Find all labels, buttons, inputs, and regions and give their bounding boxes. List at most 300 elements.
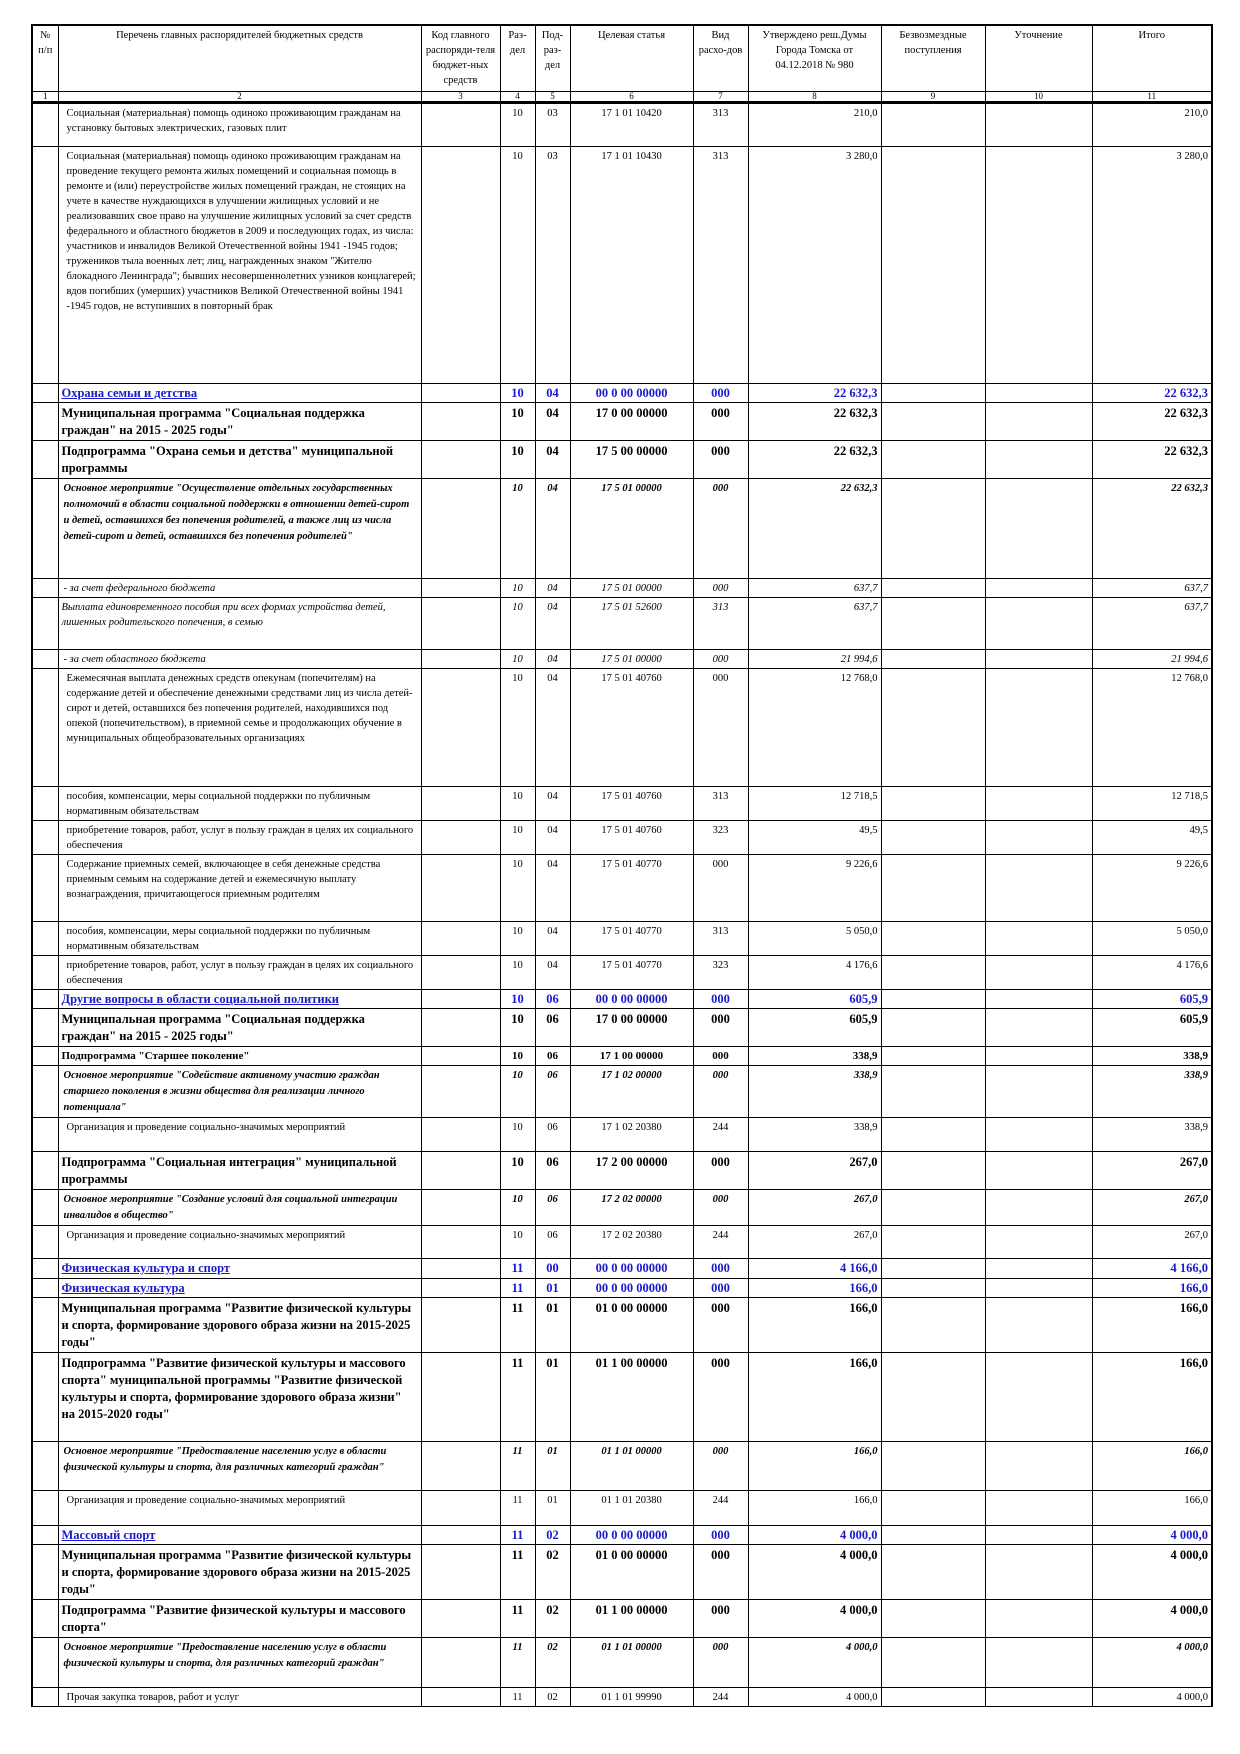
row-num-cell bbox=[32, 1152, 58, 1190]
row-num-cell bbox=[32, 1442, 58, 1491]
row-name-cell: Охрана семьи и детства bbox=[58, 384, 421, 403]
row-name-cell: Подпрограмма "Социальная интеграция" муниципальной программы bbox=[58, 1152, 421, 1190]
row-grants-cell bbox=[881, 1526, 985, 1545]
row-razdel-cell: 10 bbox=[500, 787, 535, 821]
row-vid-cell: 313 bbox=[693, 598, 748, 650]
row-podrazdel-cell: 04 bbox=[535, 821, 570, 855]
row-code-cell bbox=[421, 103, 500, 147]
row-article-cell: 17 2 00 00000 bbox=[570, 1152, 693, 1190]
header-name: Перечень главных распорядителей бюджетных средств bbox=[58, 25, 421, 92]
row-podrazdel-cell: 04 bbox=[535, 669, 570, 787]
row-approved-cell: 210,0 bbox=[748, 103, 881, 147]
row-podrazdel-cell: 04 bbox=[535, 479, 570, 579]
row-grants-cell bbox=[881, 1491, 985, 1526]
table-row bbox=[32, 650, 1212, 669]
column-number: 9 bbox=[881, 92, 985, 103]
row-num-cell bbox=[32, 1279, 58, 1298]
row-podrazdel-cell: 02 bbox=[535, 1526, 570, 1545]
row-grants-cell bbox=[881, 403, 985, 441]
row-razdel-cell: 10 bbox=[500, 1226, 535, 1259]
row-total-cell: 21 994,6 bbox=[1092, 650, 1212, 669]
row-total-cell: 637,7 bbox=[1092, 579, 1212, 598]
row-name-cell: Подпрограмма "Развитие физической культуры и массового спорта" bbox=[58, 1600, 421, 1638]
row-total-cell: 4 166,0 bbox=[1092, 1259, 1212, 1279]
row-razdel-cell: 10 bbox=[500, 821, 535, 855]
row-name-cell: Муниципальная программа "Развитие физической культуры и спорта, формирование здорового образа жизни на 2015-2025 годы" bbox=[58, 1545, 421, 1600]
row-podrazdel-cell: 04 bbox=[535, 579, 570, 598]
row-total-cell: 166,0 bbox=[1092, 1491, 1212, 1526]
row-approved-cell: 338,9 bbox=[748, 1047, 881, 1066]
row-podrazdel-cell: 02 bbox=[535, 1688, 570, 1707]
row-total-cell: 9 226,6 bbox=[1092, 855, 1212, 922]
row-adjustment-cell bbox=[985, 1353, 1092, 1442]
row-article-cell: 17 2 02 20380 bbox=[570, 1226, 693, 1259]
row-grants-cell bbox=[881, 1600, 985, 1638]
row-razdel-cell: 10 bbox=[500, 650, 535, 669]
row-article-cell: 01 1 00 00000 bbox=[570, 1600, 693, 1638]
header-grants: Безвозмездные поступления bbox=[881, 25, 985, 92]
row-adjustment-cell bbox=[985, 922, 1092, 956]
row-vid-cell: 313 bbox=[693, 922, 748, 956]
row-total-cell: 338,9 bbox=[1092, 1066, 1212, 1118]
row-razdel-cell: 10 bbox=[500, 103, 535, 147]
row-article-cell: 00 0 00 00000 bbox=[570, 990, 693, 1009]
row-code-cell bbox=[421, 1047, 500, 1066]
row-podrazdel-cell: 02 bbox=[535, 1545, 570, 1600]
row-vid-cell: 000 bbox=[693, 1190, 748, 1226]
row-total-cell: 637,7 bbox=[1092, 598, 1212, 650]
row-num-cell bbox=[32, 1638, 58, 1688]
row-code-cell bbox=[421, 1279, 500, 1298]
row-grants-cell bbox=[881, 1190, 985, 1226]
table-row bbox=[32, 1009, 1212, 1047]
row-name-cell: Прочая закупка товаров, работ и услуг bbox=[58, 1688, 421, 1707]
row-article-cell: 00 0 00 00000 bbox=[570, 1279, 693, 1298]
row-total-cell: 605,9 bbox=[1092, 990, 1212, 1009]
row-total-cell: 4 000,0 bbox=[1092, 1545, 1212, 1600]
row-code-cell bbox=[421, 1118, 500, 1152]
row-podrazdel-cell: 06 bbox=[535, 990, 570, 1009]
row-total-cell: 12 718,5 bbox=[1092, 787, 1212, 821]
row-name-cell: Массовый спорт bbox=[58, 1526, 421, 1545]
row-podrazdel-cell: 04 bbox=[535, 787, 570, 821]
row-approved-cell: 5 050,0 bbox=[748, 922, 881, 956]
row-grants-cell bbox=[881, 650, 985, 669]
row-vid-cell: 000 bbox=[693, 1259, 748, 1279]
row-total-cell: 166,0 bbox=[1092, 1353, 1212, 1442]
row-code-cell bbox=[421, 147, 500, 384]
row-grants-cell bbox=[881, 384, 985, 403]
row-article-cell: 17 5 01 40760 bbox=[570, 821, 693, 855]
row-podrazdel-cell: 02 bbox=[535, 1600, 570, 1638]
row-name-cell: Муниципальная программа "Социальная поддержка граждан" на 2015 - 2025 годы" bbox=[58, 1009, 421, 1047]
row-code-cell bbox=[421, 855, 500, 922]
row-grants-cell bbox=[881, 1353, 985, 1442]
row-approved-cell: 4 166,0 bbox=[748, 1259, 881, 1279]
row-razdel-cell: 10 bbox=[500, 669, 535, 787]
row-razdel-cell: 11 bbox=[500, 1279, 535, 1298]
column-number: 3 bbox=[421, 92, 500, 103]
row-article-cell: 17 5 01 40770 bbox=[570, 956, 693, 990]
row-podrazdel-cell: 03 bbox=[535, 103, 570, 147]
row-razdel-cell: 11 bbox=[500, 1442, 535, 1491]
row-code-cell bbox=[421, 669, 500, 787]
row-grants-cell bbox=[881, 441, 985, 479]
row-article-cell: 17 1 02 20380 bbox=[570, 1118, 693, 1152]
row-code-cell bbox=[421, 1545, 500, 1600]
table-row bbox=[32, 103, 1212, 147]
row-name-cell: Основное мероприятие "Создание условий для социальной интеграции инвалидов в общество" bbox=[58, 1190, 421, 1226]
row-razdel-cell: 10 bbox=[500, 922, 535, 956]
row-num-cell bbox=[32, 103, 58, 147]
table-row bbox=[32, 1279, 1212, 1298]
row-grants-cell bbox=[881, 1066, 985, 1118]
row-code-cell bbox=[421, 441, 500, 479]
column-number: 1 bbox=[32, 92, 58, 103]
row-adjustment-cell bbox=[985, 1226, 1092, 1259]
row-razdel-cell: 10 bbox=[500, 579, 535, 598]
row-article-cell: 17 1 01 10430 bbox=[570, 147, 693, 384]
row-razdel-cell: 11 bbox=[500, 1298, 535, 1353]
row-num-cell bbox=[32, 479, 58, 579]
row-approved-cell: 22 632,3 bbox=[748, 403, 881, 441]
row-podrazdel-cell: 01 bbox=[535, 1279, 570, 1298]
row-total-cell: 605,9 bbox=[1092, 1009, 1212, 1047]
table-row bbox=[32, 441, 1212, 479]
row-code-cell bbox=[421, 1226, 500, 1259]
row-adjustment-cell bbox=[985, 579, 1092, 598]
row-razdel-cell: 10 bbox=[500, 1047, 535, 1066]
row-grants-cell bbox=[881, 1259, 985, 1279]
row-podrazdel-cell: 04 bbox=[535, 855, 570, 922]
row-adjustment-cell bbox=[985, 1190, 1092, 1226]
row-name-cell: Социальная (материальная) помощь одиноко проживающим гражданам на проведение текущего ремонта жилых помещений и социальная помощь в ремонте и (или) переустройстве жилых помещений граждан, не стоящих на учете в качестве нуждающихся в улучшении жилищных условий и не реализовавших свое право на улучшение жилищных условий за счет средств федерального и областного бюджетов в 2009 и последующих годах, из числа: участников и инвалидов Великой Отечественной войны 1941 -1945 годов; тружеников тыла военных лет; лиц, награжденных знаком "Жителю блокадного Ленинграда"; бывших несовершеннолетних узников концлагерей; вдов погибших (умерших) участников Великой Отечественной войны 1941 -1945 годов, не вступивших в повторный брак bbox=[58, 147, 421, 384]
row-code-cell bbox=[421, 403, 500, 441]
row-approved-cell: 166,0 bbox=[748, 1442, 881, 1491]
row-name-cell: Основное мероприятие "Предоставление населению услуг в области физической культуры и спорта, для различных категорий граждан" bbox=[58, 1638, 421, 1688]
row-podrazdel-cell: 06 bbox=[535, 1047, 570, 1066]
row-adjustment-cell bbox=[985, 147, 1092, 384]
row-razdel-cell: 11 bbox=[500, 1638, 535, 1688]
row-total-cell: 338,9 bbox=[1092, 1118, 1212, 1152]
row-name-cell: Муниципальная программа "Развитие физической культуры и спорта, формирование здорового образа жизни на 2015-2025 годы" bbox=[58, 1298, 421, 1353]
row-name-cell: Организация и проведение социально-значимых мероприятий bbox=[58, 1226, 421, 1259]
row-razdel-cell: 10 bbox=[500, 479, 535, 579]
table-row bbox=[32, 1259, 1212, 1279]
row-approved-cell: 605,9 bbox=[748, 1009, 881, 1047]
row-adjustment-cell bbox=[985, 855, 1092, 922]
row-adjustment-cell bbox=[985, 1298, 1092, 1353]
row-vid-cell: 000 bbox=[693, 1353, 748, 1442]
row-adjustment-cell bbox=[985, 598, 1092, 650]
row-razdel-cell: 10 bbox=[500, 441, 535, 479]
row-code-cell bbox=[421, 1190, 500, 1226]
row-code-cell bbox=[421, 1491, 500, 1526]
table-row bbox=[32, 598, 1212, 650]
row-adjustment-cell bbox=[985, 384, 1092, 403]
row-vid-cell: 244 bbox=[693, 1118, 748, 1152]
row-adjustment-cell bbox=[985, 1526, 1092, 1545]
row-total-cell: 166,0 bbox=[1092, 1298, 1212, 1353]
row-article-cell: 17 5 00 00000 bbox=[570, 441, 693, 479]
row-podrazdel-cell: 04 bbox=[535, 384, 570, 403]
row-grants-cell bbox=[881, 821, 985, 855]
row-vid-cell: 000 bbox=[693, 1047, 748, 1066]
row-article-cell: 01 0 00 00000 bbox=[570, 1298, 693, 1353]
row-vid-cell: 000 bbox=[693, 1066, 748, 1118]
row-vid-cell: 000 bbox=[693, 669, 748, 787]
row-total-cell: 4 000,0 bbox=[1092, 1600, 1212, 1638]
row-approved-cell: 4 000,0 bbox=[748, 1600, 881, 1638]
row-adjustment-cell bbox=[985, 103, 1092, 147]
row-adjustment-cell bbox=[985, 1152, 1092, 1190]
row-total-cell: 5 050,0 bbox=[1092, 922, 1212, 956]
budget-table bbox=[31, 24, 1213, 1707]
row-article-cell: 00 0 00 00000 bbox=[570, 1259, 693, 1279]
row-approved-cell: 12 768,0 bbox=[748, 669, 881, 787]
table-row bbox=[32, 1190, 1212, 1226]
table-row bbox=[32, 1298, 1212, 1353]
row-adjustment-cell bbox=[985, 821, 1092, 855]
table-row bbox=[32, 1353, 1212, 1442]
row-adjustment-cell bbox=[985, 787, 1092, 821]
row-code-cell bbox=[421, 922, 500, 956]
row-article-cell: 17 5 01 40770 bbox=[570, 922, 693, 956]
row-name-cell: Основное мероприятие "Осуществление отдельных государственных полномочий в области социальной поддержки в отношении детей-сирот и детей, оставшихся без попечения родителей, а также лиц из числа детей-сирот и детей, оставшихся без попечения родителей" bbox=[58, 479, 421, 579]
row-razdel-cell: 10 bbox=[500, 403, 535, 441]
table-row bbox=[32, 1442, 1212, 1491]
row-num-cell bbox=[32, 1226, 58, 1259]
row-code-cell bbox=[421, 821, 500, 855]
row-approved-cell: 3 280,0 bbox=[748, 147, 881, 384]
row-razdel-cell: 10 bbox=[500, 855, 535, 922]
row-name-cell: приобретение товаров, работ, услуг в пользу граждан в целях их социального обеспечения bbox=[58, 956, 421, 990]
row-razdel-cell: 11 bbox=[500, 1491, 535, 1526]
row-approved-cell: 21 994,6 bbox=[748, 650, 881, 669]
row-adjustment-cell bbox=[985, 1066, 1092, 1118]
row-code-cell bbox=[421, 787, 500, 821]
header-podrazdel: Под-раз-дел bbox=[535, 25, 570, 92]
row-grants-cell bbox=[881, 855, 985, 922]
header-vid: Вид расхо-дов bbox=[693, 25, 748, 92]
table-row bbox=[32, 384, 1212, 403]
header-approved: Утверждено реш.Думы Города Томска от 04.12.2018 № 980 bbox=[748, 25, 881, 92]
row-code-cell bbox=[421, 1638, 500, 1688]
row-num-cell bbox=[32, 384, 58, 403]
row-name-cell: Подпрограмма "Старшее поколение" bbox=[58, 1047, 421, 1066]
table-row bbox=[32, 403, 1212, 441]
row-adjustment-cell bbox=[985, 990, 1092, 1009]
row-article-cell: 17 1 01 10420 bbox=[570, 103, 693, 147]
table-row bbox=[32, 787, 1212, 821]
row-approved-cell: 637,7 bbox=[748, 579, 881, 598]
row-total-cell: 267,0 bbox=[1092, 1152, 1212, 1190]
row-razdel-cell: 11 bbox=[500, 1353, 535, 1442]
row-approved-cell: 166,0 bbox=[748, 1298, 881, 1353]
row-adjustment-cell bbox=[985, 441, 1092, 479]
row-podrazdel-cell: 01 bbox=[535, 1353, 570, 1442]
row-vid-cell: 000 bbox=[693, 650, 748, 669]
row-adjustment-cell bbox=[985, 479, 1092, 579]
row-grants-cell bbox=[881, 1047, 985, 1066]
row-razdel-cell: 10 bbox=[500, 147, 535, 384]
table-row bbox=[32, 956, 1212, 990]
table-row bbox=[32, 990, 1212, 1009]
row-code-cell bbox=[421, 384, 500, 403]
row-name-cell: Физическая культура bbox=[58, 1279, 421, 1298]
row-num-cell bbox=[32, 1526, 58, 1545]
row-total-cell: 166,0 bbox=[1092, 1442, 1212, 1491]
row-name-cell: пособия, компенсации, меры социальной поддержки по публичным нормативным обязательствам bbox=[58, 787, 421, 821]
row-total-cell: 4 176,6 bbox=[1092, 956, 1212, 990]
row-name-cell: Ежемесячная выплата денежных средств опекунам (попечителям) на содержание детей и обеспечение денежными средствами лиц из числа детей-сирот и детей, оставшихся без попечения родителей, находившихся под опекой (попечительством), в приемной семье и продолжающих обучение в муниципальных общеобразовательных организациях bbox=[58, 669, 421, 787]
row-num-cell bbox=[32, 650, 58, 669]
row-num-cell bbox=[32, 403, 58, 441]
row-podrazdel-cell: 02 bbox=[535, 1638, 570, 1688]
row-razdel-cell: 10 bbox=[500, 1152, 535, 1190]
row-num-cell bbox=[32, 147, 58, 384]
table-row bbox=[32, 479, 1212, 579]
row-code-cell bbox=[421, 1353, 500, 1442]
row-code-cell bbox=[421, 1442, 500, 1491]
row-razdel-cell: 11 bbox=[500, 1259, 535, 1279]
row-podrazdel-cell: 04 bbox=[535, 598, 570, 650]
row-approved-cell: 4 000,0 bbox=[748, 1688, 881, 1707]
row-vid-cell: 313 bbox=[693, 787, 748, 821]
row-podrazdel-cell: 06 bbox=[535, 1190, 570, 1226]
row-num-cell bbox=[32, 1298, 58, 1353]
row-code-cell bbox=[421, 1152, 500, 1190]
row-razdel-cell: 10 bbox=[500, 384, 535, 403]
row-razdel-cell: 10 bbox=[500, 598, 535, 650]
row-vid-cell: 000 bbox=[693, 384, 748, 403]
row-article-cell: 00 0 00 00000 bbox=[570, 384, 693, 403]
row-adjustment-cell bbox=[985, 1638, 1092, 1688]
row-num-cell bbox=[32, 1047, 58, 1066]
table-row bbox=[32, 855, 1212, 922]
row-approved-cell: 166,0 bbox=[748, 1279, 881, 1298]
row-name-cell: Организация и проведение социально-значимых мероприятий bbox=[58, 1118, 421, 1152]
row-podrazdel-cell: 04 bbox=[535, 956, 570, 990]
row-total-cell: 4 000,0 bbox=[1092, 1526, 1212, 1545]
row-vid-cell: 000 bbox=[693, 1526, 748, 1545]
row-article-cell: 01 1 01 99990 bbox=[570, 1688, 693, 1707]
table-row bbox=[32, 1226, 1212, 1259]
row-code-cell bbox=[421, 579, 500, 598]
row-approved-cell: 267,0 bbox=[748, 1152, 881, 1190]
row-code-cell bbox=[421, 1009, 500, 1047]
row-vid-cell: 000 bbox=[693, 1298, 748, 1353]
row-num-cell bbox=[32, 1545, 58, 1600]
row-num-cell bbox=[32, 855, 58, 922]
row-grants-cell bbox=[881, 1118, 985, 1152]
table-row bbox=[32, 1526, 1212, 1545]
row-approved-cell: 338,9 bbox=[748, 1066, 881, 1118]
row-podrazdel-cell: 04 bbox=[535, 441, 570, 479]
row-num-cell bbox=[32, 787, 58, 821]
row-name-cell: Основное мероприятие "Содействие активному участию граждан старшего поколения в жизни общества для реализации личного потенциала" bbox=[58, 1066, 421, 1118]
row-article-cell: 01 1 01 20380 bbox=[570, 1491, 693, 1526]
row-total-cell: 22 632,3 bbox=[1092, 384, 1212, 403]
row-article-cell: 17 5 01 40760 bbox=[570, 669, 693, 787]
row-vid-cell: 000 bbox=[693, 1600, 748, 1638]
table-row bbox=[32, 1152, 1212, 1190]
row-adjustment-cell bbox=[985, 669, 1092, 787]
row-name-cell: - за счет федерального бюджета bbox=[58, 579, 421, 598]
row-podrazdel-cell: 04 bbox=[535, 922, 570, 956]
row-approved-cell: 12 718,5 bbox=[748, 787, 881, 821]
row-num-cell bbox=[32, 922, 58, 956]
row-num-cell bbox=[32, 821, 58, 855]
header-code: Код главного распоряди-теля бюджет-ных средств bbox=[421, 25, 500, 92]
row-article-cell: 17 0 00 00000 bbox=[570, 403, 693, 441]
header-total: Итого bbox=[1092, 25, 1212, 92]
row-grants-cell bbox=[881, 103, 985, 147]
row-name-cell: Физическая культура и спорт bbox=[58, 1259, 421, 1279]
table-row bbox=[32, 1638, 1212, 1688]
row-vid-cell: 000 bbox=[693, 1638, 748, 1688]
row-adjustment-cell bbox=[985, 650, 1092, 669]
row-grants-cell bbox=[881, 1688, 985, 1707]
row-razdel-cell: 11 bbox=[500, 1600, 535, 1638]
row-name-cell: Другие вопросы в области социальной политики bbox=[58, 990, 421, 1009]
row-approved-cell: 166,0 bbox=[748, 1491, 881, 1526]
row-grants-cell bbox=[881, 956, 985, 990]
header-razdel: Раз-дел bbox=[500, 25, 535, 92]
row-razdel-cell: 11 bbox=[500, 1688, 535, 1707]
row-podrazdel-cell: 06 bbox=[535, 1066, 570, 1118]
column-number: 2 bbox=[58, 92, 421, 103]
row-adjustment-cell bbox=[985, 956, 1092, 990]
table-row bbox=[32, 1066, 1212, 1118]
row-code-cell bbox=[421, 1298, 500, 1353]
row-num-cell bbox=[32, 1190, 58, 1226]
row-num-cell bbox=[32, 956, 58, 990]
row-podrazdel-cell: 06 bbox=[535, 1118, 570, 1152]
row-vid-cell: 313 bbox=[693, 147, 748, 384]
row-code-cell bbox=[421, 1526, 500, 1545]
row-razdel-cell: 10 bbox=[500, 1066, 535, 1118]
row-vid-cell: 244 bbox=[693, 1226, 748, 1259]
row-code-cell bbox=[421, 990, 500, 1009]
row-num-cell bbox=[32, 1066, 58, 1118]
row-grants-cell bbox=[881, 598, 985, 650]
row-adjustment-cell bbox=[985, 1009, 1092, 1047]
row-approved-cell: 4 000,0 bbox=[748, 1638, 881, 1688]
row-grants-cell bbox=[881, 1638, 985, 1688]
row-adjustment-cell bbox=[985, 1688, 1092, 1707]
row-razdel-cell: 10 bbox=[500, 1009, 535, 1047]
row-article-cell: 17 2 02 00000 bbox=[570, 1190, 693, 1226]
row-name-cell: Основное мероприятие "Предоставление населению услуг в области физической культуры и спорта, для различных категорий граждан" bbox=[58, 1442, 421, 1491]
row-grants-cell bbox=[881, 1442, 985, 1491]
row-article-cell: 01 1 01 00000 bbox=[570, 1638, 693, 1688]
row-name-cell: Социальная (материальная) помощь одиноко проживающим гражданам на установку бытовых электрических, газовых плит bbox=[58, 103, 421, 147]
table-row bbox=[32, 821, 1212, 855]
row-name-cell: Выплата единовременного пособия при всех формах устройства детей, лишенных родительского попечения, в семью bbox=[58, 598, 421, 650]
row-vid-cell: 323 bbox=[693, 821, 748, 855]
row-code-cell bbox=[421, 1259, 500, 1279]
row-grants-cell bbox=[881, 579, 985, 598]
row-approved-cell: 22 632,3 bbox=[748, 384, 881, 403]
row-adjustment-cell bbox=[985, 1279, 1092, 1298]
row-approved-cell: 9 226,6 bbox=[748, 855, 881, 922]
row-grants-cell bbox=[881, 1226, 985, 1259]
row-total-cell: 49,5 bbox=[1092, 821, 1212, 855]
row-adjustment-cell bbox=[985, 1047, 1092, 1066]
row-article-cell: 17 1 00 00000 bbox=[570, 1047, 693, 1066]
row-adjustment-cell bbox=[985, 1118, 1092, 1152]
